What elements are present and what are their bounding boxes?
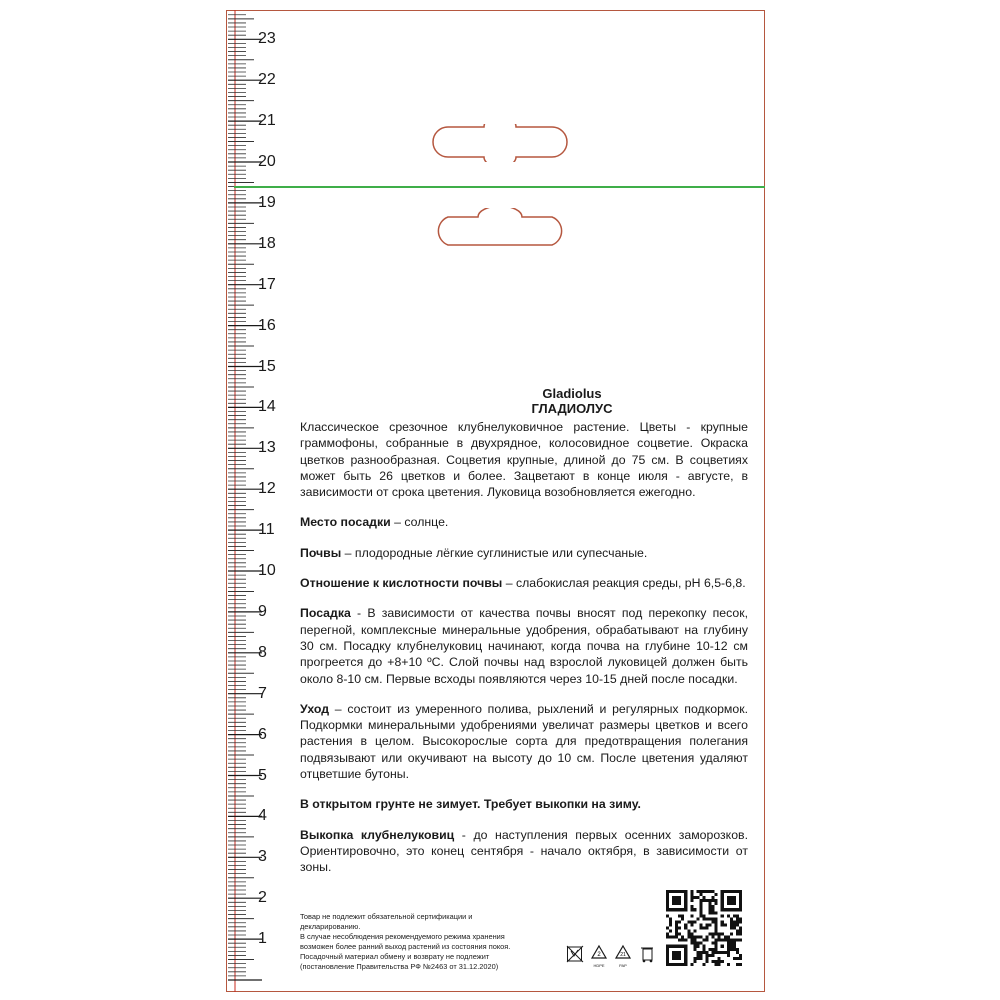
qr-module — [733, 923, 736, 926]
qr-module — [706, 917, 709, 920]
qr-module — [712, 896, 715, 899]
qr-module — [706, 926, 709, 929]
qr-module — [730, 945, 733, 948]
qr-module — [690, 920, 693, 923]
qr-module — [715, 933, 718, 936]
ruler-number: 19 — [258, 193, 276, 211]
qr-module — [696, 957, 699, 960]
qr-module — [706, 936, 709, 939]
qr-module — [684, 926, 687, 929]
qr-module — [730, 939, 733, 942]
qr-module — [715, 911, 718, 914]
qr-module — [721, 945, 724, 948]
section-paragraph — [300, 605, 748, 686]
qr-module — [669, 930, 672, 933]
title-russian: ГЛАДИОЛУС — [531, 401, 613, 416]
qr-module — [712, 890, 715, 893]
qr-module — [718, 957, 721, 960]
hanger-slot-top — [432, 124, 568, 162]
qr-module — [724, 936, 727, 939]
qr-module — [696, 942, 699, 945]
qr-module — [715, 917, 718, 920]
qr-module — [696, 936, 699, 939]
qr-module — [727, 954, 730, 957]
ruler-number: 13 — [258, 439, 276, 457]
hanger-slot-bottom — [432, 208, 568, 248]
qr-module — [690, 963, 693, 966]
qr-module — [727, 914, 730, 917]
qr-module — [699, 936, 702, 939]
section-label: Уход — [300, 701, 330, 716]
qr-module — [709, 923, 712, 926]
qr-module — [736, 951, 739, 954]
qr-module — [699, 905, 702, 908]
qr-module — [678, 920, 681, 923]
qr-module — [718, 933, 721, 936]
qr-module — [693, 960, 696, 963]
qr-module — [702, 890, 705, 893]
qr-module — [702, 926, 705, 929]
section-text: - до наступления первых осенних заморозков. Ориентировочно, это конец сентября - начало октября, в зависимости от зоны. — [300, 827, 748, 875]
qr-module — [730, 917, 733, 920]
qr-module — [739, 957, 742, 960]
eco-icons — [566, 944, 656, 970]
legal-line: (постановление Правительства РФ №2463 от 31.12.2020) — [300, 962, 499, 971]
qr-module — [696, 890, 699, 893]
qr-module — [678, 939, 681, 942]
qr-module — [736, 920, 739, 923]
qr-module — [693, 908, 696, 911]
qr-module — [702, 896, 705, 899]
qr-module — [675, 926, 678, 929]
qr-module — [727, 936, 730, 939]
ruler-number: 20 — [258, 153, 276, 170]
qr-module — [709, 917, 712, 920]
qr-module — [699, 902, 702, 905]
qr-module — [666, 926, 669, 929]
qr-module — [696, 917, 699, 920]
ruler-number: 21 — [258, 112, 276, 130]
qr-module — [690, 896, 693, 899]
ruler-number: 10 — [258, 562, 276, 579]
qr-module — [721, 920, 724, 923]
qr-module — [739, 926, 742, 929]
qr-module — [709, 899, 712, 902]
qr-module — [721, 923, 724, 926]
recycle-hdpe-icon — [590, 944, 608, 968]
qr-module — [693, 948, 696, 951]
qr-module — [693, 957, 696, 960]
legal-line: декларированию. — [300, 922, 361, 931]
section-label: Посадка — [300, 606, 351, 621]
section-paragraph — [300, 545, 748, 561]
qr-module — [690, 939, 693, 942]
qr-module — [693, 939, 696, 942]
qr-module — [693, 896, 696, 899]
qr-module — [696, 945, 699, 948]
qr-module — [681, 914, 684, 917]
qr-module — [687, 930, 690, 933]
ruler-number: 2 — [258, 889, 267, 907]
qr-module — [712, 908, 715, 911]
recycle-pap-icon — [614, 944, 632, 968]
qr-module — [715, 923, 718, 926]
qr-module — [672, 936, 675, 939]
qr-module — [690, 905, 693, 908]
qr-module — [736, 930, 739, 933]
qr-code — [666, 890, 742, 966]
qr-module — [699, 899, 702, 902]
qr-module — [690, 908, 693, 911]
qr-module — [733, 948, 736, 951]
qr-module — [706, 899, 709, 902]
qr-module — [712, 899, 715, 902]
ruler-number: 22 — [258, 71, 276, 89]
svg-text:21: 21 — [620, 952, 626, 958]
section-paragraph — [300, 514, 748, 530]
ruler-number: 11 — [258, 521, 275, 539]
qr-module — [699, 893, 702, 896]
section-text: – слабокислая реакция среды, рН 6,5-6,8. — [502, 576, 746, 591]
qr-module — [690, 914, 693, 917]
qr-module — [712, 954, 715, 957]
qr-module — [678, 914, 681, 917]
qr-module — [721, 914, 724, 917]
qr-module — [715, 963, 718, 966]
section-label: В открытом грунте не зимует. Требует выкопки на зиму. — [300, 797, 641, 812]
qr-module — [702, 914, 705, 917]
qr-module — [715, 926, 718, 929]
recycle-hdpe-caption: HDPE — [593, 963, 605, 968]
qr-module — [669, 920, 672, 923]
legal-line: В случае несоблюдения рекомендуемого режима хранения — [300, 932, 505, 941]
qr-module — [706, 951, 709, 954]
qr-module — [730, 926, 733, 929]
legal-line: Посадочный материал обмену и возврату не подлежит — [300, 952, 490, 961]
ruler-number: 1 — [258, 930, 267, 948]
bin-icon — [638, 944, 656, 968]
qr-module — [730, 933, 733, 936]
ruler-number: 18 — [258, 234, 276, 252]
section-text: – плодородные лёгкие суглинистые или супесчаные. — [341, 545, 648, 560]
qr-module — [739, 917, 742, 920]
section-paragraph — [300, 796, 748, 812]
qr-module — [696, 896, 699, 899]
qr-module — [706, 960, 709, 963]
qr-module — [709, 948, 712, 951]
ruler-number: 17 — [258, 275, 276, 293]
qr-module — [672, 896, 681, 905]
qr-module — [730, 920, 733, 923]
qr-module — [699, 957, 702, 960]
sections — [300, 514, 748, 875]
qr-module — [721, 933, 724, 936]
qr-module — [693, 942, 696, 945]
qr-module — [736, 914, 739, 917]
qr-module — [666, 914, 669, 917]
section-paragraph — [300, 701, 748, 782]
qr-module — [712, 951, 715, 954]
qr-module — [739, 954, 742, 957]
qr-module — [681, 917, 684, 920]
qr-module — [709, 902, 712, 905]
qr-module — [706, 957, 709, 960]
qr-module — [736, 917, 739, 920]
qr-module — [706, 890, 709, 893]
qr-module — [715, 960, 718, 963]
qr-module — [702, 917, 705, 920]
recycle-pap-caption: PAP — [619, 963, 627, 968]
qr-module — [712, 917, 715, 920]
qr-module — [709, 933, 712, 936]
qr-module — [739, 939, 742, 942]
qr-module — [690, 893, 693, 896]
qr-module — [696, 954, 699, 957]
qr-module — [699, 911, 702, 914]
qr-module — [678, 933, 681, 936]
qr-module — [733, 926, 736, 929]
legal-note — [300, 912, 550, 972]
qr-module — [690, 936, 693, 939]
qr-module — [715, 902, 718, 905]
section-text: – состоит из умеренного полива, рыхлений и регулярных подкормок. Подкормки минеральными удобрениями увеличат размеры цветков и всего растения в целом. Высокорослые сорта для предотвращения полегания подвязывают или окучивают на высоту до 10 см. После цветения удаляют отцветшие бутоны. — [300, 701, 748, 782]
qr-module — [736, 923, 739, 926]
qr-module — [675, 930, 678, 933]
qr-module — [699, 942, 702, 945]
qr-module — [712, 942, 715, 945]
qr-module — [706, 954, 709, 957]
qr-module — [669, 923, 672, 926]
qr-module — [736, 948, 739, 951]
qr-module — [699, 908, 702, 911]
qr-module — [681, 939, 684, 942]
ruler-number: 16 — [258, 316, 276, 334]
qr-module — [730, 923, 733, 926]
qr-module — [712, 911, 715, 914]
qr-module — [736, 939, 739, 942]
qr-module — [712, 933, 715, 936]
qr-module — [693, 930, 696, 933]
qr-module — [709, 890, 712, 893]
ruler-number: 9 — [258, 602, 267, 620]
legal-line: Товар не подлежит обязательной сертификации и — [300, 912, 473, 921]
description-block — [300, 386, 748, 890]
qr-module — [715, 899, 718, 902]
qr-module — [715, 893, 718, 896]
qr-module — [675, 933, 678, 936]
qr-module — [681, 936, 684, 939]
qr-module — [669, 917, 672, 920]
qr-module — [684, 939, 687, 942]
qr-module — [687, 920, 690, 923]
qr-module — [675, 923, 678, 926]
section-text: - В зависимости от качества почвы вносят под перекопку песок, перегной, комплексные минеральные удобрения, обрабатывают на глубину 30 см. Посадку клубнелуковиц начинают, когда почва на глубине 10-12 см прогреется до +8+10 ºС. Слой почвы над взрослой луковицей должен быть около 8-10 см. Первые всходы появляются через 10-15 дней после посадки. — [300, 606, 748, 686]
qr-module — [702, 948, 705, 951]
section-label: Выкопка клубнелуковиц — [300, 827, 455, 842]
qr-module — [699, 926, 702, 929]
section-paragraph — [300, 827, 748, 876]
qr-module — [702, 899, 705, 902]
qr-module — [699, 954, 702, 957]
qr-module — [690, 942, 693, 945]
section-text: – солнце. — [390, 515, 449, 530]
svg-text:2: 2 — [597, 952, 601, 958]
ruler-number: 14 — [258, 398, 276, 416]
qr-module — [678, 926, 681, 929]
qr-module — [699, 923, 702, 926]
fold-line — [234, 186, 765, 188]
qr-module — [712, 960, 715, 963]
qr-module — [712, 920, 715, 923]
qr-module — [736, 957, 739, 960]
qr-module — [666, 933, 669, 936]
qr-module — [699, 890, 702, 893]
qr-module — [739, 933, 742, 936]
qr-module — [702, 939, 705, 942]
qr-module — [721, 960, 724, 963]
qr-module — [730, 942, 733, 945]
title-latin: Gladiolus — [542, 386, 602, 401]
section-paragraph — [300, 575, 748, 591]
qr-module — [706, 923, 709, 926]
qr-module — [702, 945, 705, 948]
ruler-number: 23 — [258, 30, 276, 48]
qr-module — [687, 936, 690, 939]
qr-module — [739, 930, 742, 933]
qr-module — [727, 963, 730, 966]
qr-module — [690, 899, 693, 902]
qr-module — [699, 914, 702, 917]
qr-module — [733, 920, 736, 923]
qr-module — [730, 948, 733, 951]
ruler-number: 4 — [258, 807, 267, 825]
qr-module — [715, 930, 718, 933]
no-food-contact-icon — [566, 944, 584, 968]
qr-module — [718, 960, 721, 963]
qr-module — [709, 905, 712, 908]
qr-module — [696, 951, 699, 954]
qr-module — [733, 939, 736, 942]
qr-module — [712, 936, 715, 939]
qr-module — [718, 936, 721, 939]
qr-module — [702, 951, 705, 954]
qr-module — [727, 896, 736, 905]
qr-module — [739, 920, 742, 923]
qr-module — [666, 936, 669, 939]
section-label: Почвы — [300, 545, 342, 560]
ruler-number: 3 — [258, 848, 267, 866]
ruler-number: 12 — [258, 480, 276, 498]
qr-module — [739, 963, 742, 966]
qr-module — [693, 945, 696, 948]
qr-module — [709, 954, 712, 957]
qr-module — [669, 936, 672, 939]
ruler-number: 8 — [258, 643, 267, 661]
qr-module — [675, 920, 678, 923]
qr-module — [690, 923, 693, 926]
qr-module — [684, 923, 687, 926]
qr-module — [718, 963, 721, 966]
qr-module — [675, 936, 678, 939]
qr-module — [706, 939, 709, 942]
ruler-number: 15 — [258, 357, 276, 375]
section-label: Отношение к кислотности почвы — [300, 576, 503, 591]
qr-module — [733, 945, 736, 948]
legal-line: возможен более ранний выход растений из состояния покоя. — [300, 942, 511, 951]
intro-paragraph: Классическое срезочное клубнелуковичное растение. Цветы - крупные граммофоны, собранные в двухрядное, колосовидное соцветие. Окраска цветков разнообразная. Соцветия крупные, длиной до 75 см. В соцветиях может быть 26 цветков и более. Зацветают в конце июля - августе, в зависимости от срока цветения. Луковица возобновляется ежегодно. — [300, 420, 748, 500]
qr-module — [672, 951, 681, 960]
qr-module — [699, 951, 702, 954]
qr-module — [724, 923, 727, 926]
qr-module — [693, 936, 696, 939]
ruler-number: 5 — [258, 766, 267, 784]
section-label: Место посадки — [300, 515, 391, 530]
qr-module — [715, 920, 718, 923]
qr-module — [736, 933, 739, 936]
qr-module — [709, 908, 712, 911]
qr-module — [712, 948, 715, 951]
qr-module — [733, 914, 736, 917]
qr-module — [690, 890, 693, 893]
qr-module — [733, 957, 736, 960]
qr-module — [702, 963, 705, 966]
qr-module — [690, 933, 693, 936]
qr-module — [687, 933, 690, 936]
qr-module — [693, 920, 696, 923]
qr-module — [733, 942, 736, 945]
qr-module — [736, 963, 739, 966]
ruler-number: 6 — [258, 725, 267, 743]
qr-module — [712, 905, 715, 908]
ruler-number: 7 — [258, 684, 267, 702]
qr-module — [709, 911, 712, 914]
